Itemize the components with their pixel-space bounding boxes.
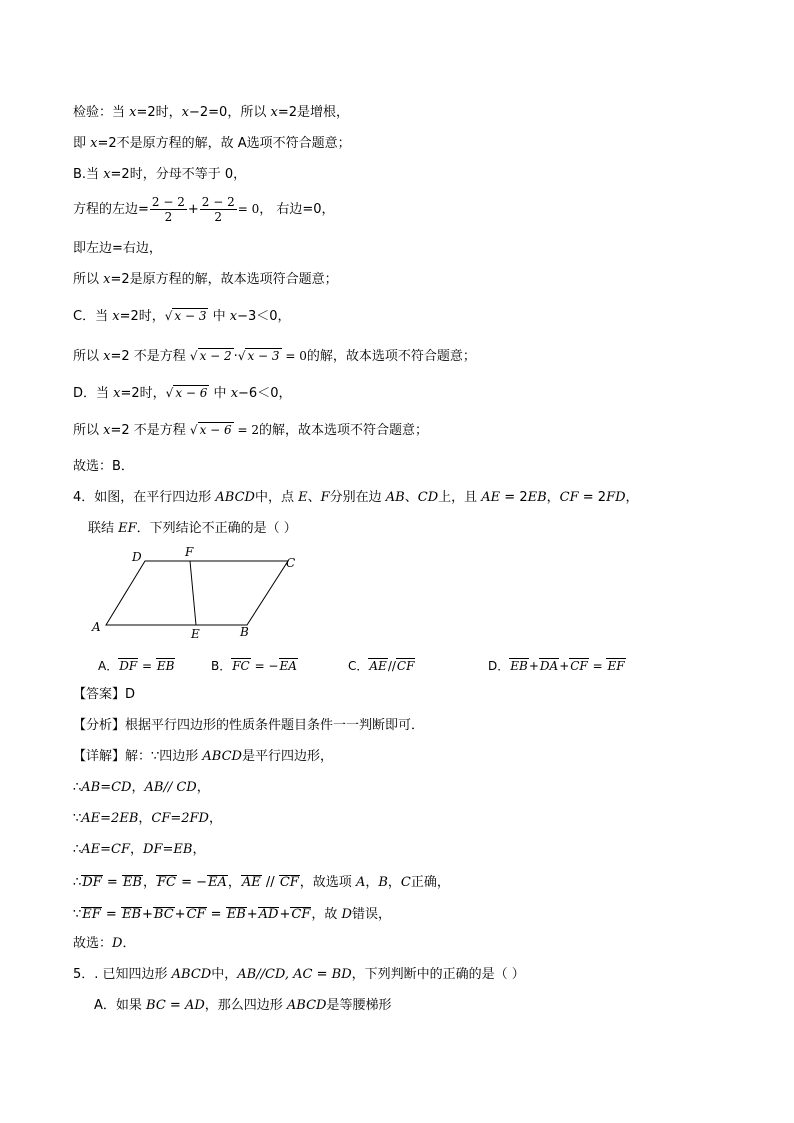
math: F [320, 490, 330, 505]
step-line [73, 810, 222, 828]
operator: = − [176, 875, 207, 890]
text: ， [131, 780, 145, 795]
answer-line [73, 686, 135, 704]
step-line [73, 904, 391, 924]
text: ． [122, 936, 136, 951]
text: 的解，故本选项不符合题意； [259, 423, 429, 438]
text: 联结 [88, 521, 119, 536]
var: x [103, 349, 111, 364]
math: CF=2FD [151, 811, 209, 826]
operator: + [528, 659, 539, 673]
math: ABCD [215, 490, 255, 505]
option-d[interactable] [488, 655, 626, 674]
vector: AE [369, 659, 387, 673]
text-line [73, 193, 335, 226]
step-line [73, 935, 135, 953]
equation: = 0 [281, 349, 307, 363]
vector: AE [241, 875, 261, 890]
text: ∵ [73, 907, 82, 922]
text: ， [208, 811, 222, 826]
text: 即 [73, 136, 91, 151]
vector: CF [279, 875, 299, 890]
text: 【分析】根据平行四边形的性质条件题目条件一一判断即可． [73, 718, 425, 733]
vector: DF [82, 875, 102, 890]
option-a[interactable] [98, 655, 175, 674]
math: CF [559, 490, 579, 505]
text: =2不是原方程的解，故 A选项不符合题意； [97, 136, 351, 151]
fraction [200, 195, 237, 224]
vector: FC [156, 875, 176, 890]
operator: + [174, 907, 186, 922]
text-line [73, 271, 338, 289]
var: x [90, 136, 98, 151]
text: 是平行四边形， [241, 749, 333, 764]
text-line [73, 135, 351, 153]
text: 方程的左边= [73, 202, 149, 217]
text: 、 [404, 490, 418, 505]
question-4-stem-cont [88, 520, 297, 538]
label-f: F [185, 545, 194, 559]
label-e: E [191, 627, 200, 641]
text: ， [138, 811, 152, 826]
text: ， [625, 490, 639, 505]
option-label: D． [488, 659, 510, 673]
square-root: √ x − 6 [189, 423, 232, 437]
step-line [73, 841, 205, 859]
vector: CF [570, 659, 588, 673]
math: AB=CD [81, 780, 132, 795]
label-a: A [92, 620, 101, 634]
square-root: √ x − 6 [165, 386, 208, 400]
text: 检验：当 [73, 105, 130, 120]
vector: EB [156, 659, 175, 673]
math: EB [527, 490, 547, 505]
text-line [73, 347, 476, 366]
option-label: A． [98, 659, 119, 673]
text: 所以 [73, 272, 104, 287]
text: = 2 [578, 490, 607, 505]
var: x [229, 309, 238, 324]
operator: = [206, 907, 226, 922]
text: = [165, 998, 185, 1013]
text: 、 [307, 490, 321, 505]
vector: FC [232, 659, 250, 673]
vector: DF [119, 659, 138, 673]
text: =2时， [136, 105, 182, 120]
numerator: 2 − 2 [151, 195, 185, 209]
text: =2是增根， [277, 105, 349, 120]
vector: EA [279, 659, 297, 673]
question-5-option-a[interactable] [94, 997, 391, 1015]
vector: CF [396, 659, 415, 673]
text: 4．如图，在平行四边形 [73, 490, 216, 505]
text: ， [142, 875, 156, 890]
var: x [230, 386, 239, 401]
text: ， [546, 490, 560, 505]
text: = 2 [500, 490, 528, 505]
equation: = 2 [233, 423, 259, 437]
math: AD [184, 998, 205, 1013]
text: 所以 [73, 423, 104, 438]
text-line [73, 307, 291, 326]
math: CD [417, 490, 439, 505]
text: ，故 [311, 907, 342, 922]
question-4-stem [73, 489, 639, 507]
vector: EB [122, 875, 142, 890]
math: B [378, 875, 388, 890]
detail-line [73, 748, 333, 766]
text: D．当 [73, 386, 114, 401]
math: D [341, 907, 352, 922]
vector: EB [226, 907, 246, 922]
text-line [73, 421, 428, 440]
text: C．当 [73, 309, 113, 324]
operator: + [246, 907, 258, 922]
math: FD [606, 490, 626, 505]
text-line [73, 104, 349, 122]
text: 5．. 已知四边形 [73, 967, 172, 982]
text: =2是原方程的解，故本选项符合题意； [110, 272, 338, 287]
math: A [355, 875, 366, 890]
operator: // [387, 659, 396, 673]
operator: = [102, 875, 122, 890]
text: ， 右边=0， [259, 202, 335, 217]
analysis-line [73, 717, 424, 735]
math: D [112, 936, 123, 951]
text: 中 [208, 309, 230, 324]
numerator: 2 − 2 [201, 195, 235, 209]
vector: EB [510, 659, 528, 673]
text: =2时，分母不等于 0， [110, 167, 247, 182]
math: ABCD [286, 998, 327, 1013]
operator: = [101, 907, 121, 922]
text: 分别在边 [329, 490, 386, 505]
vector: BC [153, 907, 174, 922]
denominator: 2 [164, 210, 173, 224]
var: x [113, 386, 121, 401]
radicand: x − 2 [199, 349, 232, 363]
text-line [73, 240, 162, 258]
text: 正确， [410, 875, 450, 890]
option-b[interactable] [211, 655, 298, 674]
math: ABCD [171, 967, 212, 982]
vector: DA [539, 659, 559, 673]
fraction [150, 195, 187, 224]
text: ， [196, 780, 210, 795]
vector: EA [208, 875, 227, 890]
text: 即左边=右边， [73, 241, 162, 256]
text: ，故选项 [299, 875, 356, 890]
math: ABCD [202, 749, 242, 764]
text: ∴ [73, 780, 82, 795]
radicand: x − 3 [174, 309, 207, 323]
var: x [103, 423, 111, 438]
text: −3＜0， [237, 309, 291, 324]
text: ∴ [73, 875, 82, 890]
text: =2时， [120, 386, 166, 401]
operator: · [233, 349, 238, 364]
vector: AD [258, 907, 279, 922]
math: BD [331, 967, 352, 982]
vector: EF [82, 907, 101, 922]
text: ， [365, 875, 379, 890]
square-root: √ x − 3 [237, 349, 280, 363]
text: ， [387, 875, 401, 890]
label-d: D [132, 550, 142, 564]
text: ， [227, 875, 241, 890]
math: DF=EB [143, 842, 193, 857]
operator: = − [250, 659, 279, 673]
text: 中，点 [254, 490, 299, 505]
step-line [73, 872, 450, 892]
math: AB [385, 490, 405, 505]
segment-ef [190, 561, 196, 625]
text-line [73, 458, 134, 476]
var: x [103, 167, 111, 182]
text: =2时， [119, 309, 165, 324]
text: 的解，故本选项不符合题意； [306, 349, 476, 364]
radicand: x − 6 [199, 423, 232, 437]
square-root: √ x − 2 [189, 349, 232, 363]
math: BC [146, 998, 166, 1013]
math: AE=2EB [81, 811, 139, 826]
text: 所以 [73, 349, 104, 364]
parallelogram [106, 561, 288, 625]
var: x [181, 105, 189, 120]
operator: + [279, 907, 291, 922]
text: 故选：B． [73, 459, 134, 474]
text: 故选： [73, 936, 113, 951]
math: C [400, 875, 411, 890]
operator: + [559, 659, 570, 673]
text: =2 不是方程 [110, 349, 190, 364]
option-label: C． [348, 659, 369, 673]
radicand: x − 6 [175, 386, 208, 400]
text: ， [192, 842, 206, 857]
text-line [73, 384, 291, 403]
text: 错误， [351, 907, 391, 922]
text-line [73, 166, 246, 184]
text: A．如果 [94, 998, 147, 1013]
math: AB//CD, AC [237, 967, 313, 982]
var: x [270, 105, 278, 120]
denominator: 2 [214, 210, 223, 224]
var: x [129, 105, 137, 120]
option-c[interactable] [348, 655, 415, 674]
parallelogram-figure [90, 545, 310, 645]
text: ∴ [73, 842, 82, 857]
var: x [103, 272, 111, 287]
math: EF [118, 521, 137, 536]
text: =2 不是方程 [110, 423, 190, 438]
operator: = [138, 659, 156, 673]
text: ．下列结论不正确的是（ ） [136, 521, 297, 536]
operator: + [142, 907, 153, 922]
label-b: B [240, 625, 249, 639]
math: E [298, 490, 308, 505]
step-line [73, 779, 210, 797]
radicand: x − 3 [247, 349, 280, 363]
operator: + [187, 202, 199, 217]
question-5-stem [73, 966, 525, 984]
operator: = [588, 659, 607, 673]
vector: EB [121, 907, 142, 922]
text: ，下列判断中的正确的是（ ） [351, 967, 525, 982]
square-root: √ x − 3 [164, 309, 207, 323]
vector: CF [186, 907, 206, 922]
text: ，那么四边形 [204, 998, 287, 1013]
text: = [312, 967, 332, 982]
text: −2=0，所以 [189, 105, 271, 120]
equation: = 0 [237, 202, 260, 216]
text: 是等腰梯形 [326, 998, 392, 1013]
operator: // [261, 875, 279, 890]
text: ， [130, 842, 144, 857]
math: AE [481, 490, 501, 505]
text: B.当 [73, 167, 104, 182]
var: x [112, 309, 120, 324]
text: 中， [211, 967, 238, 982]
label-c: C [286, 556, 296, 570]
math: AE=CF [81, 842, 131, 857]
option-label: B． [211, 659, 232, 673]
text: 上，且 [438, 490, 482, 505]
text: ∵ [73, 811, 82, 826]
text: −6＜0， [238, 386, 292, 401]
text: 【详解】解：∵四边形 [73, 749, 203, 764]
vector: CF [291, 907, 311, 922]
text: 中 [209, 386, 231, 401]
math: AB// CD [144, 780, 197, 795]
vector: EF [607, 659, 625, 673]
text: 【答案】D [73, 687, 136, 702]
